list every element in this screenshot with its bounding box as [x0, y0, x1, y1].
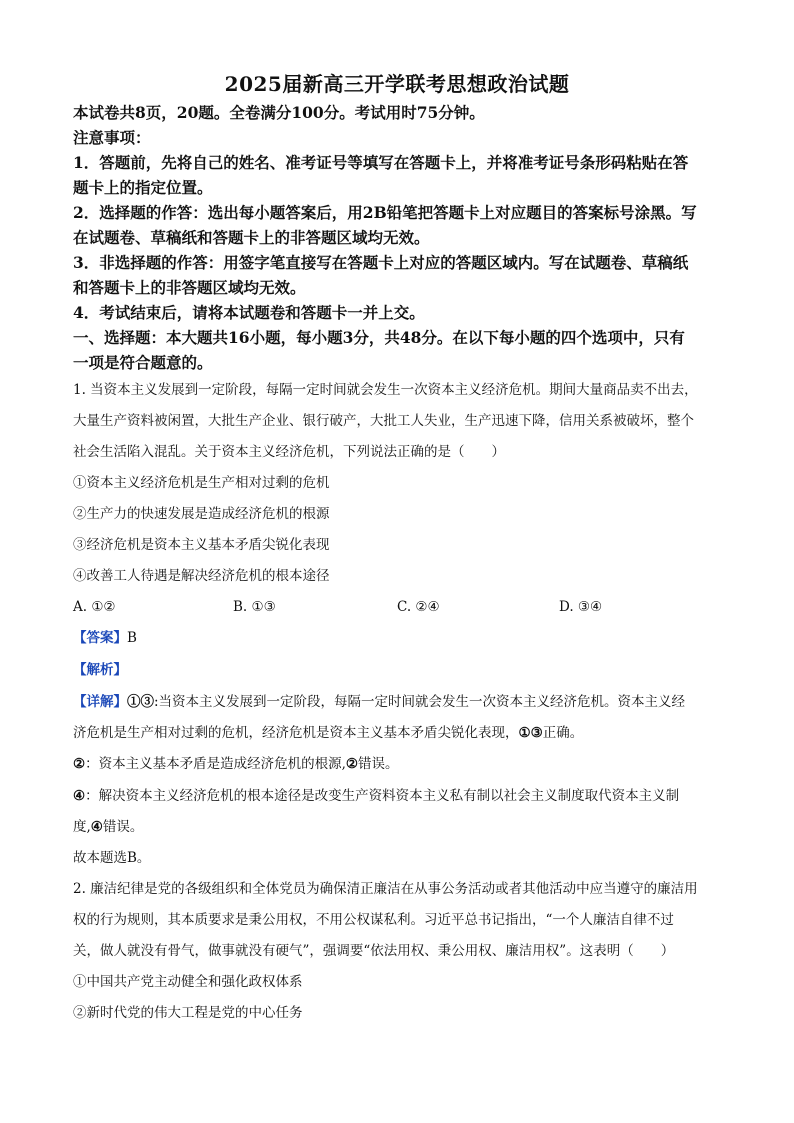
detail-text: 正确。 — [542, 725, 584, 741]
detail-marker: ② — [345, 756, 359, 772]
detail-text: 济危机是生产相对过剩的危机，经济危机是资本主义基本矛盾尖锐化表现， — [73, 725, 519, 741]
q1-item-1: ①资本主义经济危机是生产相对过剩的危机 — [73, 475, 330, 491]
detail-marker: ④ — [73, 788, 86, 804]
q1-option-a: A. ①② — [73, 599, 116, 615]
detail-marker: ①③ — [518, 725, 543, 741]
q1-detail-line-2 — [73, 723, 723, 743]
q2-stem-line-1: 2. 廉洁纪律是党的各级组织和全体党员为确保清正廉洁在从事公务活动或者其他活动中应当遵守的廉洁用 — [73, 881, 698, 897]
q1-answer — [73, 628, 723, 648]
answer-label: 【答案】 — [73, 630, 127, 646]
q1-option-d: D. ③④ — [559, 599, 603, 615]
q2-stem-line-3: 关，做人就没有骨气，做事就没有硬气”，强调要“依法用权、秉公用权、廉洁用权”。这表明（ ） — [73, 943, 675, 959]
note-2-line-2: 在试题卷、草稿纸和答题卡上的非答题区域均无效。 — [73, 228, 430, 247]
section-heading-line-2: 一项是符合题意的。 — [73, 353, 213, 372]
note-3-line-2: 和答题卡上的非答题区域均无效。 — [73, 278, 306, 297]
q1-item-4: ④改善工人待遇是解决经济危机的根本途径 — [73, 568, 330, 584]
q1-stem-line-1: 1. 当资本主义发展到一定阶段，每隔一定时间就会发生一次资本主义经济危机。期间大量商品卖不出去， — [73, 382, 698, 398]
note-1-line-2: 题卡上的指定位置。 — [73, 178, 213, 197]
detail-text: 度, — [73, 819, 91, 835]
detail-text: 错误。 — [358, 756, 399, 772]
note-1-line-1: 1．答题前，先将自己的姓名、准考证号等填写在答题卡上，并将准考证号条形码粘贴在答 — [73, 153, 689, 172]
q1-detail-line-3 — [73, 754, 723, 774]
answer-value: B — [127, 630, 137, 646]
detail-marker: ② — [73, 756, 86, 772]
q1-detail-line-4 — [73, 786, 723, 806]
q2-item-1: ①中国共产党主动健全和强化政权体系 — [73, 974, 303, 990]
q1-detail-line-1 — [73, 692, 723, 712]
q1-item-3: ③经济危机是资本主义基本矛盾尖锐化表现 — [73, 537, 330, 553]
q1-analysis — [73, 660, 723, 680]
detail-marker: ④ — [90, 819, 103, 835]
q2-item-2: ②新时代党的伟大工程是党的中心任务 — [73, 1005, 303, 1021]
note-4: 4．考试结束后，请将本试题卷和答题卡一并上交。 — [73, 303, 425, 322]
q1-detail-line-5 — [73, 817, 723, 837]
q1-conclusion: 故本题选B。 — [73, 850, 151, 866]
q1-option-b: B. ①③ — [233, 599, 276, 615]
q2-stem-line-2: 权的行为规则，其本质要求是秉公用权，不用公权谋私利。习近平总书记指出，“一个人廉洁自律不过 — [73, 912, 674, 928]
detail-label: 【详解】 — [73, 694, 127, 710]
q1-option-c: C. ②④ — [397, 599, 440, 615]
detail-text: 错误。 — [102, 819, 144, 835]
note-2-line-1: 2．选择题的作答：选出每小题答案后，用2B铅笔把答题卡上对应题目的答案标号涂黑。写 — [73, 203, 697, 222]
detail-marker: ①③ — [127, 694, 154, 710]
analysis-label: 【解析】 — [73, 662, 127, 678]
page-title: 2025届新高三开学联考思想政治试题 — [224, 72, 570, 96]
section-heading-line-1: 一、选择题：本大题共16小题，每小题3分，共48分。在以下每小题的四个选项中，只有 — [73, 328, 685, 347]
q1-stem-line-2: 大量生产资料被闲置，大批生产企业、银行破产，大批工人失业，生产迅速下降，信用关系被破坏，整个 — [73, 413, 694, 429]
detail-text: ：解决资本主义经济危机的根本途径是改变生产资料资本主义私有制以社会主义制度取代资本主义制 — [85, 788, 680, 804]
detail-text: :当资本主义发展到一定阶段，每隔一定时间就会发生一次资本主义经济危机。资本主义经 — [154, 694, 686, 710]
exam-meta: 本试卷共8页，20题。全卷满分100分。考试用时75分钟。 — [73, 103, 485, 122]
note-3-line-1: 3．非选择题的作答：用签字笔直接写在答题卡上对应的答题区域内。写在试题卷、草稿纸 — [73, 253, 689, 272]
q1-stem-line-3: 社会生活陷入混乱。关于资本主义经济危机，下列说法正确的是（ ） — [73, 444, 505, 460]
notice-heading: 注意事项： — [73, 128, 151, 147]
q1-item-2: ②生产力的快速发展是造成经济危机的根源 — [73, 506, 330, 522]
detail-text: ：资本主义基本矛盾是造成经济危机的根源, — [85, 756, 346, 772]
